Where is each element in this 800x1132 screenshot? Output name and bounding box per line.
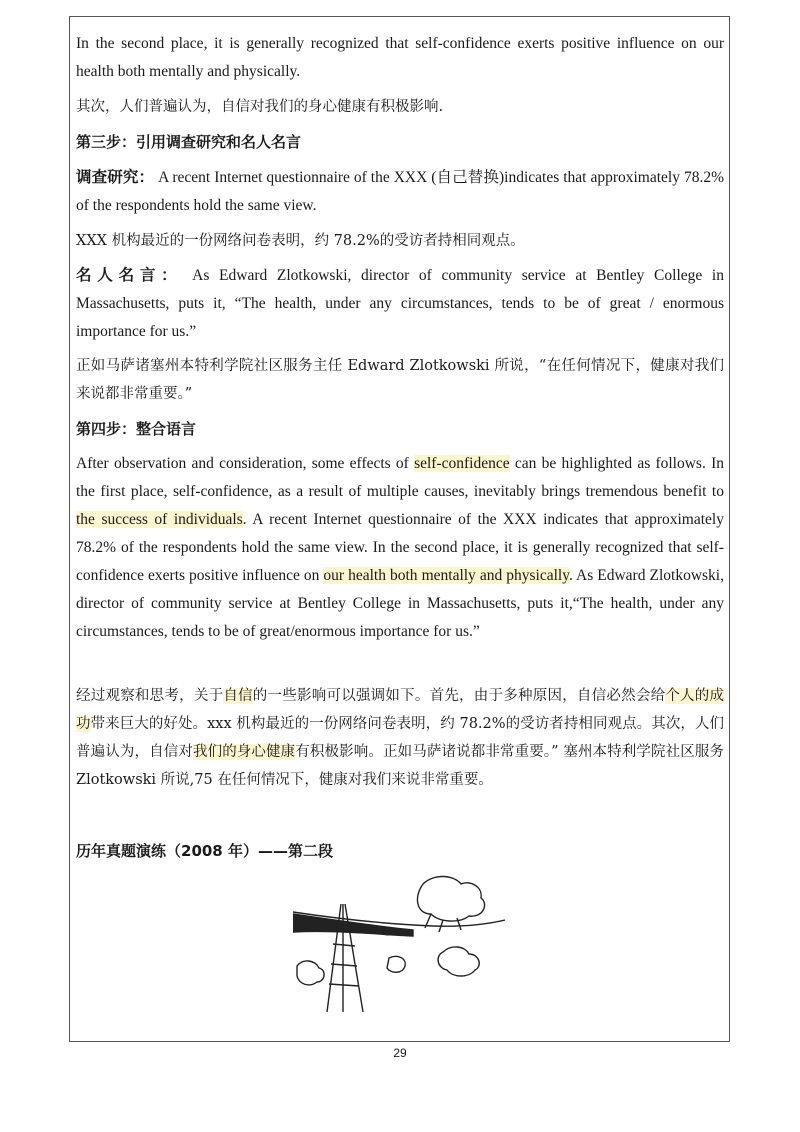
- cloud-left: [297, 961, 324, 985]
- combined-english-paragraph: [76, 450, 724, 646]
- text-run: . A recent Internet questionnaire of the XXX indicates that approximately 78.2% of the respondents hold the same view. In the second place, it is generally recognized that self-confidence exerts positive influence on: [76, 511, 724, 584]
- cartoon-illustration: [293, 874, 505, 1014]
- survey-paragraph: [76, 163, 724, 220]
- step3-heading: 第三步：引用调查研究和名人名言: [76, 133, 302, 151]
- highlight: self-confidence: [414, 455, 510, 472]
- block1-english: In the second place, it is generally recognized that self-confidence exerts positive influence on our health both mentally and physically.: [76, 35, 724, 80]
- survey-label: 调查研究：: [76, 168, 155, 186]
- highlight: the success of individuals: [76, 511, 243, 528]
- climber-limbs: [425, 914, 461, 932]
- survey-english: A recent Internet questionnaire of the XXX (自己替换)indicates that approximately 78.2% of the respondents hold the same view.: [76, 169, 725, 214]
- quote-paragraph: [76, 261, 724, 346]
- text-run: 带来巨大的好处。xxx 机构最近的一份网络问卷表明，约 78.2%的受访者持相同观点。其次，人们普遍认为，自信对: [76, 716, 725, 760]
- block1-chinese: 其次，人们普遍认为，自信对我们的身心健康有积极影响.: [76, 99, 444, 115]
- practice-heading: 历年真题演练（2008 年）——第二段: [76, 842, 333, 860]
- highlight: our health both mentally and physically: [323, 567, 569, 584]
- cloud-right: [438, 947, 479, 976]
- quote-english: As Edward Zlotkowski, director of community service at Bentley College in Massachusetts, puts it, “The health, under any circumstances, tends to be of great / enormous importance for us.”: [76, 267, 724, 340]
- quote-label: 名人名言：: [76, 266, 183, 284]
- combined-chinese-paragraph: [76, 682, 724, 794]
- climber-figure: [417, 877, 484, 922]
- page-number: 29: [393, 1046, 407, 1060]
- text-run: 经过观察和思考，关于: [76, 688, 224, 704]
- highlight: 个人的成功: [76, 688, 725, 732]
- quote-chinese: 正如马萨诸塞州本特利学院社区服务主任 Edward Zlotkowski 所说，“在任何情况下，健康对我们来说都非常重要。”: [76, 358, 724, 402]
- text-run: 的一些影响可以强调如下。首先，由于多种原因，自信必然会给: [252, 688, 666, 704]
- text-run: 有积极影响。正如马萨诸说都非常重要。” 塞州本特利学院社区服务 Zlotkowski 所说,75 在任何情况下，健康对我们来说非常重要。: [76, 744, 725, 788]
- survey-chinese: XXX 机构最近的一份网络问卷表明，约 78.2%的受访者持相同观点。: [76, 233, 525, 249]
- text-run: . As Edward Zlotkowski, director of community service at Bentley College in Massachusetts, puts it,“The health, under any circumstances, tends to be of great/enormous importance for us.”: [76, 567, 724, 640]
- step4-heading: 第四步：整合语言: [76, 420, 197, 438]
- text-run: After observation and consideration, some effects of: [76, 455, 415, 472]
- highlight: 我们的身心健康: [192, 744, 296, 760]
- highlight: 自信: [223, 688, 253, 704]
- cloud-middle: [387, 956, 405, 972]
- text-run: can be highlighted as follows. In the first place, self-confidence, as a result of multiple causes, inevitably brings tremendous benefit to: [76, 455, 724, 500]
